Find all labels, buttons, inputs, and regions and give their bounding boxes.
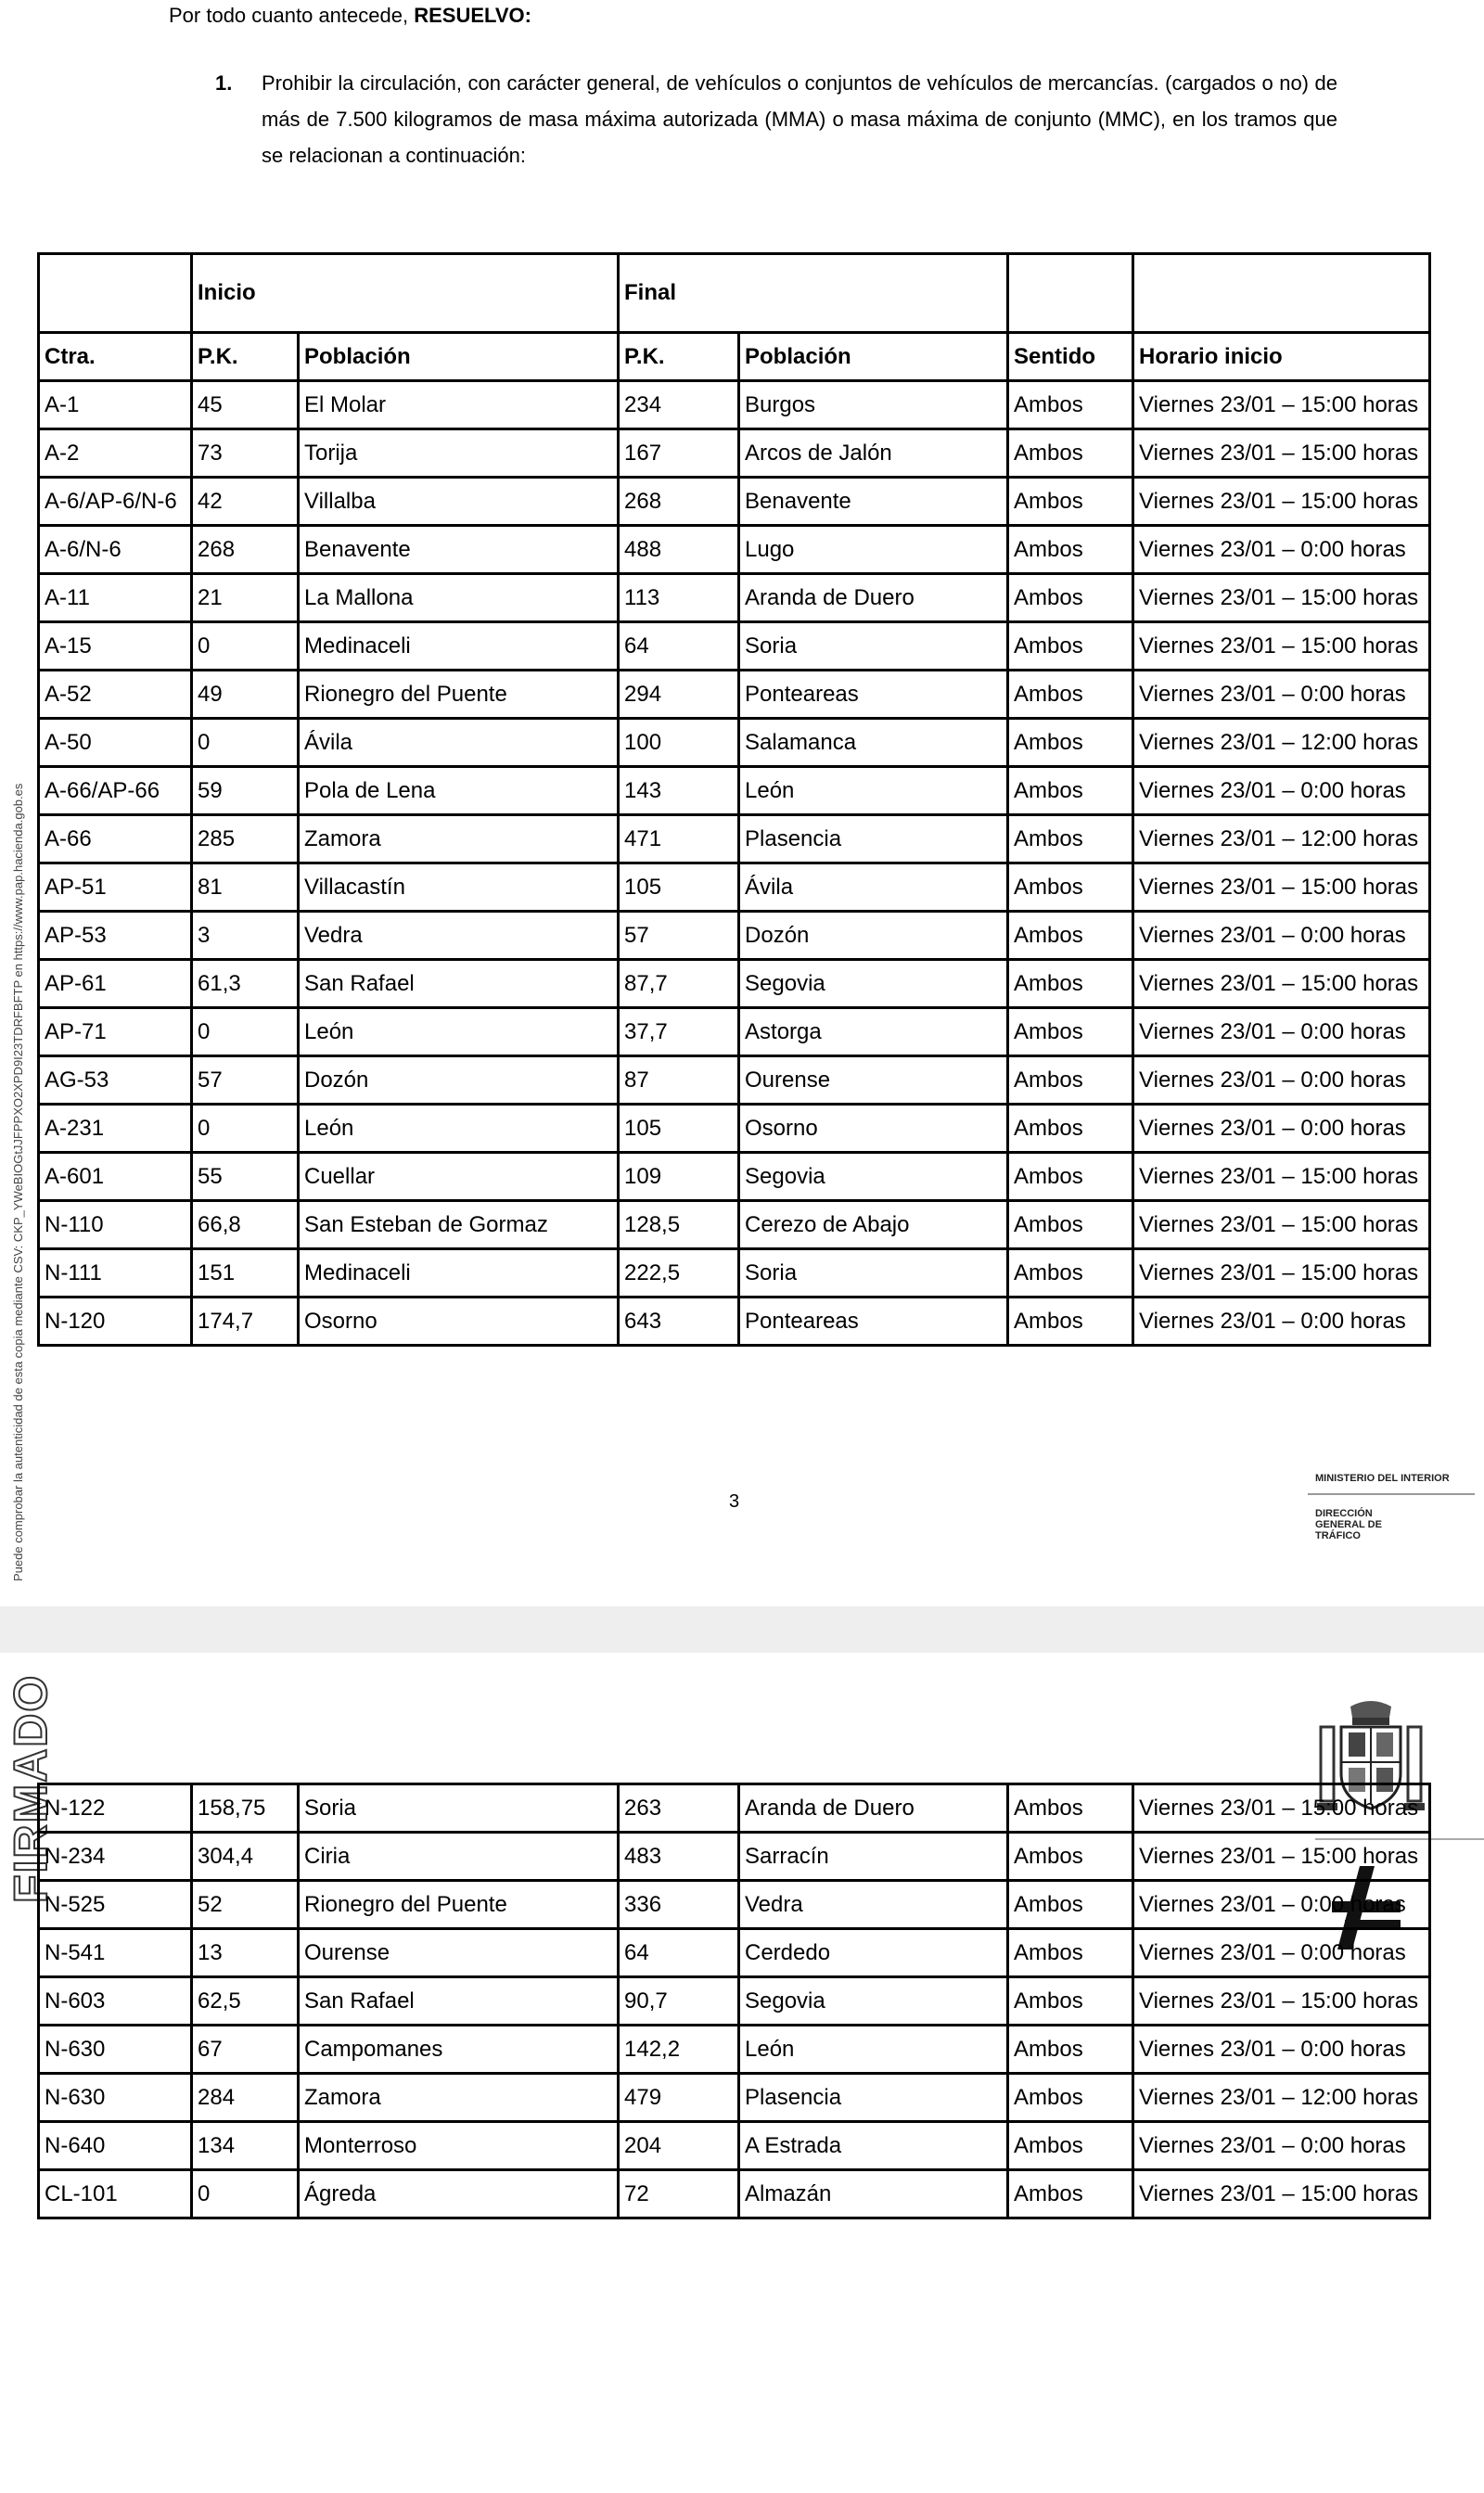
cell-start-time: Viernes 23/01 – 15:00 horas — [1133, 863, 1430, 912]
cell-end-town: Burgos — [739, 381, 1008, 429]
cell-end-pk: 483 — [619, 1833, 739, 1881]
cell-start-town: San Esteban de Gormaz — [299, 1201, 619, 1249]
cell-end-town: A Estrada — [739, 2122, 1008, 2170]
cell-start-town: Vedra — [299, 912, 619, 960]
cell-start-town: Villacastín — [299, 863, 619, 912]
cell-direction: Ambos — [1008, 912, 1133, 960]
cell-start-town: Rionegro del Puente — [299, 1881, 619, 1929]
road-restrictions-table-continued — [37, 1783, 1431, 2219]
cell-start-town: Ciria — [299, 1833, 619, 1881]
cell-end-pk: 105 — [619, 1105, 739, 1153]
cell-start-pk: 0 — [192, 622, 299, 671]
cell-start-pk: 21 — [192, 574, 299, 622]
ministry-logo — [1315, 1473, 1482, 1541]
header-start-time: Horario inicio — [1133, 333, 1430, 381]
cell-start-time: Viernes 23/01 – 15:00 horas — [1133, 1201, 1430, 1249]
cell-road: A-6/N-6 — [39, 526, 192, 574]
cell-start-pk: 49 — [192, 671, 299, 719]
header-direction: Sentido — [1008, 333, 1133, 381]
cell-start-town: Monterroso — [299, 2122, 619, 2170]
cell-end-pk: 87 — [619, 1056, 739, 1105]
cell-start-time: Viernes 23/01 – 12:00 horas — [1133, 2074, 1430, 2122]
firmado-stamp: FIRMADO — [5, 1673, 57, 1903]
resolution-point-1 — [215, 65, 1337, 173]
cell-start-pk: 304,4 — [192, 1833, 299, 1881]
cell-start-time: Viernes 23/01 – 15:00 horas — [1133, 1249, 1430, 1298]
cell-start-time: Viernes 23/01 – 0:00 horas — [1133, 671, 1430, 719]
cell-road: N-630 — [39, 2026, 192, 2074]
cell-direction: Ambos — [1008, 815, 1133, 863]
table-row — [39, 719, 1430, 767]
cell-end-town: Almazán — [739, 2170, 1008, 2218]
cell-road: N-640 — [39, 2122, 192, 2170]
cell-end-pk: 105 — [619, 863, 739, 912]
table-row — [39, 2170, 1430, 2218]
cell-end-pk: 100 — [619, 719, 739, 767]
cell-direction: Ambos — [1008, 2170, 1133, 2218]
cell-start-pk: 81 — [192, 863, 299, 912]
cell-start-town: Ávila — [299, 719, 619, 767]
cell-road: A-601 — [39, 1153, 192, 1201]
cell-start-time: Viernes 23/01 – 12:00 horas — [1133, 719, 1430, 767]
cell-end-town: León — [739, 2026, 1008, 2074]
cell-direction: Ambos — [1008, 1784, 1133, 1833]
group-header-empty — [1008, 254, 1133, 333]
cell-end-pk: 87,7 — [619, 960, 739, 1008]
table-row — [39, 1056, 1430, 1105]
cell-end-pk: 204 — [619, 2122, 739, 2170]
cell-direction: Ambos — [1008, 1249, 1133, 1298]
cell-end-pk: 222,5 — [619, 1249, 739, 1298]
cell-end-town: Ponteareas — [739, 1298, 1008, 1346]
cell-direction: Ambos — [1008, 1929, 1133, 1977]
cell-start-time: Viernes 23/01 – 0:00 horas — [1133, 1929, 1430, 1977]
table-row — [39, 2026, 1430, 2074]
cell-road: N-234 — [39, 1833, 192, 1881]
cell-start-pk: 62,5 — [192, 1977, 299, 2026]
cell-start-town: Medinaceli — [299, 1249, 619, 1298]
cell-road: N-111 — [39, 1249, 192, 1298]
cell-direction: Ambos — [1008, 863, 1133, 912]
cell-start-town: Rionegro del Puente — [299, 671, 619, 719]
table-row — [39, 2122, 1430, 2170]
table-row — [39, 767, 1430, 815]
cell-end-town: Benavente — [739, 478, 1008, 526]
cell-end-town: Cerdedo — [739, 1929, 1008, 1977]
cell-start-pk: 66,8 — [192, 1201, 299, 1249]
cell-direction: Ambos — [1008, 2026, 1133, 2074]
cell-start-time: Viernes 23/01 – 15:00 horas — [1133, 2170, 1430, 2218]
cell-start-time: Viernes 23/01 – 15:00 horas — [1133, 1977, 1430, 2026]
cell-start-pk: 285 — [192, 815, 299, 863]
cell-start-town: León — [299, 1105, 619, 1153]
cell-road: N-630 — [39, 2074, 192, 2122]
cell-direction: Ambos — [1008, 1201, 1133, 1249]
cell-start-pk: 3 — [192, 912, 299, 960]
table-row — [39, 1833, 1430, 1881]
cell-start-town: Osorno — [299, 1298, 619, 1346]
cell-end-pk: 143 — [619, 767, 739, 815]
cell-start-town: Torija — [299, 429, 619, 478]
cell-start-town: La Mallona — [299, 574, 619, 622]
cell-end-town: Salamanca — [739, 719, 1008, 767]
cell-road: AP-53 — [39, 912, 192, 960]
cell-start-time: Viernes 23/01 – 12:00 horas — [1133, 815, 1430, 863]
cell-road: N-525 — [39, 1881, 192, 1929]
cell-end-pk: 113 — [619, 574, 739, 622]
cell-road: N-541 — [39, 1929, 192, 1977]
cell-start-time: Viernes 23/01 – 0:00 horas — [1133, 1881, 1430, 1929]
header-road: Ctra. — [39, 333, 192, 381]
cell-direction: Ambos — [1008, 381, 1133, 429]
table-row — [39, 1977, 1430, 2026]
intro-line — [169, 4, 531, 28]
cell-start-pk: 42 — [192, 478, 299, 526]
cell-start-pk: 61,3 — [192, 960, 299, 1008]
cell-start-pk: 13 — [192, 1929, 299, 1977]
document-page-4 — [0, 1653, 1484, 2493]
cell-road: A-11 — [39, 574, 192, 622]
cell-start-pk: 174,7 — [192, 1298, 299, 1346]
cell-direction: Ambos — [1008, 1153, 1133, 1201]
cell-end-pk: 37,7 — [619, 1008, 739, 1056]
cell-road: A-1 — [39, 381, 192, 429]
table-group-header-row — [39, 254, 1430, 333]
cell-end-town: Segovia — [739, 1153, 1008, 1201]
cell-start-town: Pola de Lena — [299, 767, 619, 815]
cell-end-town: Ourense — [739, 1056, 1008, 1105]
cell-direction: Ambos — [1008, 526, 1133, 574]
table-row — [39, 912, 1430, 960]
ministry-divider — [1308, 1493, 1475, 1495]
cell-direction: Ambos — [1008, 960, 1133, 1008]
cell-end-town: Segovia — [739, 1977, 1008, 2026]
cell-start-town: Medinaceli — [299, 622, 619, 671]
cell-start-pk: 0 — [192, 719, 299, 767]
cell-start-town: El Molar — [299, 381, 619, 429]
intro-resolve: RESUELVO: — [414, 4, 531, 27]
cell-end-town: Plasencia — [739, 2074, 1008, 2122]
cell-end-town: Aranda de Duero — [739, 1784, 1008, 1833]
cell-start-time: Viernes 23/01 – 0:00 horas — [1133, 767, 1430, 815]
cell-start-time: Viernes 23/01 – 15:00 horas — [1133, 1784, 1430, 1833]
header-start-pk: P.K. — [192, 333, 299, 381]
cell-end-town: Ponteareas — [739, 671, 1008, 719]
cell-start-town: Campomanes — [299, 2026, 619, 2074]
cell-road: CL-101 — [39, 2170, 192, 2218]
cell-end-town: Astorga — [739, 1008, 1008, 1056]
cell-end-town: Soria — [739, 622, 1008, 671]
cell-start-pk: 158,75 — [192, 1784, 299, 1833]
cell-start-town: Zamora — [299, 2074, 619, 2122]
point-number: 1. — [215, 71, 233, 95]
cell-start-time: Viernes 23/01 – 0:00 horas — [1133, 1105, 1430, 1153]
cell-road: A-2 — [39, 429, 192, 478]
cell-start-pk: 52 — [192, 1881, 299, 1929]
cell-start-pk: 268 — [192, 526, 299, 574]
table-row — [39, 381, 1430, 429]
cell-start-time: Viernes 23/01 – 0:00 horas — [1133, 2026, 1430, 2074]
cell-end-pk: 268 — [619, 478, 739, 526]
cell-start-town: Zamora — [299, 815, 619, 863]
cell-road: A-66 — [39, 815, 192, 863]
cell-start-pk: 59 — [192, 767, 299, 815]
cell-direction: Ambos — [1008, 671, 1133, 719]
cell-start-time: Viernes 23/01 – 0:00 horas — [1133, 1008, 1430, 1056]
cell-start-time: Viernes 23/01 – 0:00 horas — [1133, 912, 1430, 960]
cell-end-town: Ávila — [739, 863, 1008, 912]
cell-start-pk: 57 — [192, 1056, 299, 1105]
cell-end-pk: 64 — [619, 622, 739, 671]
cell-direction: Ambos — [1008, 2122, 1133, 2170]
cell-road: AP-61 — [39, 960, 192, 1008]
cell-direction: Ambos — [1008, 719, 1133, 767]
table-row — [39, 1784, 1430, 1833]
group-header-start: Inicio — [192, 254, 619, 333]
point-text: Prohibir la circulación, con carácter general, de vehículos o conjuntos de vehículos de mercancías. (cargados o no) de más de 7.500 kilogramos de masa máxima autorizada (MMA) o masa máxima de conjunto (MMC), en los tramos que se relacionan a continuación: — [262, 71, 1337, 167]
cell-start-pk: 67 — [192, 2026, 299, 2074]
cell-end-town: Plasencia — [739, 815, 1008, 863]
cell-end-pk: 336 — [619, 1881, 739, 1929]
table-row — [39, 526, 1430, 574]
cell-road: N-603 — [39, 1977, 192, 2026]
table-row — [39, 1153, 1430, 1201]
cell-direction: Ambos — [1008, 574, 1133, 622]
cell-end-pk: 90,7 — [619, 1977, 739, 2026]
cell-start-time: Viernes 23/01 – 15:00 horas — [1133, 478, 1430, 526]
table-row — [39, 1298, 1430, 1346]
cell-road: A-66/AP-66 — [39, 767, 192, 815]
table-row — [39, 478, 1430, 526]
cell-direction: Ambos — [1008, 1833, 1133, 1881]
cell-start-pk: 45 — [192, 381, 299, 429]
ministry-name: MINISTERIO DEL INTERIOR — [1315, 1473, 1450, 1484]
cell-end-pk: 72 — [619, 2170, 739, 2218]
cell-start-town: Dozón — [299, 1056, 619, 1105]
road-restrictions-table — [37, 252, 1431, 1347]
cell-end-town: Segovia — [739, 960, 1008, 1008]
cell-end-town: Vedra — [739, 1881, 1008, 1929]
cell-end-pk: 643 — [619, 1298, 739, 1346]
cell-road: N-122 — [39, 1784, 192, 1833]
cell-end-town: Soria — [739, 1249, 1008, 1298]
cell-start-time: Viernes 23/01 – 15:00 horas — [1133, 622, 1430, 671]
cell-start-time: Viernes 23/01 – 15:00 horas — [1133, 429, 1430, 478]
cell-end-town: Osorno — [739, 1105, 1008, 1153]
cell-end-town: Lugo — [739, 526, 1008, 574]
cell-road: A-231 — [39, 1105, 192, 1153]
cell-road: A-52 — [39, 671, 192, 719]
cell-start-town: San Rafael — [299, 1977, 619, 2026]
table-row — [39, 863, 1430, 912]
table-row — [39, 1105, 1430, 1153]
intro-prefix: Por todo cuanto antecede, — [169, 4, 409, 27]
cell-direction: Ambos — [1008, 1008, 1133, 1056]
cell-end-pk: 142,2 — [619, 2026, 739, 2074]
cell-start-town: San Rafael — [299, 960, 619, 1008]
cell-start-town: Ágreda — [299, 2170, 619, 2218]
cell-start-pk: 0 — [192, 2170, 299, 2218]
cell-end-town: Cerezo de Abajo — [739, 1201, 1008, 1249]
cell-end-town: León — [739, 767, 1008, 815]
table-header-row — [39, 333, 1430, 381]
table-row — [39, 574, 1430, 622]
cell-start-pk: 284 — [192, 2074, 299, 2122]
cell-start-pk: 0 — [192, 1008, 299, 1056]
cell-end-town: Sarracín — [739, 1833, 1008, 1881]
cell-start-town: Soria — [299, 1784, 619, 1833]
cell-end-pk: 128,5 — [619, 1201, 739, 1249]
group-header-empty — [1133, 254, 1430, 333]
cell-direction: Ambos — [1008, 478, 1133, 526]
cell-start-pk: 151 — [192, 1249, 299, 1298]
cell-start-pk: 134 — [192, 2122, 299, 2170]
cell-start-town: Benavente — [299, 526, 619, 574]
cell-road: AG-53 — [39, 1056, 192, 1105]
cell-end-town: Arcos de Jalón — [739, 429, 1008, 478]
page-number: 3 — [729, 1491, 740, 1512]
verification-side-text: Puede comprobar la autenticidad de esta copia mediante CSV: CKP_YWeBIOGtJJFPPXO2XPD9I23TDRFBFTP en https://www.pap.hacienda.gob.es — [11, 783, 25, 1581]
group-header-empty — [39, 254, 192, 333]
cell-road: A-6/AP-6/N-6 — [39, 478, 192, 526]
cell-start-time: Viernes 23/01 – 15:00 horas — [1133, 1153, 1430, 1201]
cell-end-pk: 234 — [619, 381, 739, 429]
table-row — [39, 815, 1430, 863]
cell-end-pk: 57 — [619, 912, 739, 960]
table-row — [39, 1249, 1430, 1298]
cell-end-pk: 294 — [619, 671, 739, 719]
header-end-pk: P.K. — [619, 333, 739, 381]
cell-start-pk: 55 — [192, 1153, 299, 1201]
cell-start-town: Ourense — [299, 1929, 619, 1977]
cell-road: A-15 — [39, 622, 192, 671]
cell-start-time: Viernes 23/01 – 0:00 horas — [1133, 2122, 1430, 2170]
header-start-town: Población — [299, 333, 619, 381]
directorate-name: DIRECCIÓN GENERAL DE TRÁFICO — [1315, 1508, 1382, 1541]
cell-direction: Ambos — [1008, 1298, 1133, 1346]
cell-start-time: Viernes 23/01 – 0:00 horas — [1133, 1056, 1430, 1105]
cell-start-time: Viernes 23/01 – 15:00 horas — [1133, 1833, 1430, 1881]
cell-start-pk: 73 — [192, 429, 299, 478]
cell-road: AP-71 — [39, 1008, 192, 1056]
cell-end-town: Dozón — [739, 912, 1008, 960]
table-row — [39, 671, 1430, 719]
cell-end-pk: 471 — [619, 815, 739, 863]
cell-direction: Ambos — [1008, 2074, 1133, 2122]
cell-start-town: León — [299, 1008, 619, 1056]
cell-road: A-50 — [39, 719, 192, 767]
cell-start-town: Villalba — [299, 478, 619, 526]
cell-direction: Ambos — [1008, 622, 1133, 671]
cell-start-pk: 0 — [192, 1105, 299, 1153]
table-row — [39, 429, 1430, 478]
group-header-end: Final — [619, 254, 1008, 333]
table-row — [39, 1201, 1430, 1249]
page-gap — [0, 1606, 1484, 1653]
table-row — [39, 622, 1430, 671]
cell-end-pk: 167 — [619, 429, 739, 478]
cell-start-time: Viernes 23/01 – 0:00 horas — [1133, 526, 1430, 574]
table-row — [39, 1929, 1430, 1977]
cell-direction: Ambos — [1008, 1056, 1133, 1105]
cell-direction: Ambos — [1008, 1977, 1133, 2026]
cell-end-town: Aranda de Duero — [739, 574, 1008, 622]
table-row — [39, 1881, 1430, 1929]
cell-direction: Ambos — [1008, 767, 1133, 815]
cell-start-time: Viernes 23/01 – 15:00 horas — [1133, 381, 1430, 429]
table-row — [39, 1008, 1430, 1056]
cell-road: N-120 — [39, 1298, 192, 1346]
cell-end-pk: 263 — [619, 1784, 739, 1833]
cell-start-time: Viernes 23/01 – 15:00 horas — [1133, 960, 1430, 1008]
cell-end-pk: 488 — [619, 526, 739, 574]
cell-end-pk: 64 — [619, 1929, 739, 1977]
cell-end-pk: 479 — [619, 2074, 739, 2122]
cell-road: N-110 — [39, 1201, 192, 1249]
cell-direction: Ambos — [1008, 1881, 1133, 1929]
cell-start-time: Viernes 23/01 – 0:00 horas — [1133, 1298, 1430, 1346]
cell-start-time: Viernes 23/01 – 15:00 horas — [1133, 574, 1430, 622]
cell-road: AP-51 — [39, 863, 192, 912]
cell-direction: Ambos — [1008, 1105, 1133, 1153]
table-row — [39, 2074, 1430, 2122]
cell-start-town: Cuellar — [299, 1153, 619, 1201]
header-end-town: Población — [739, 333, 1008, 381]
cell-direction: Ambos — [1008, 429, 1133, 478]
table-row — [39, 960, 1430, 1008]
cell-end-pk: 109 — [619, 1153, 739, 1201]
